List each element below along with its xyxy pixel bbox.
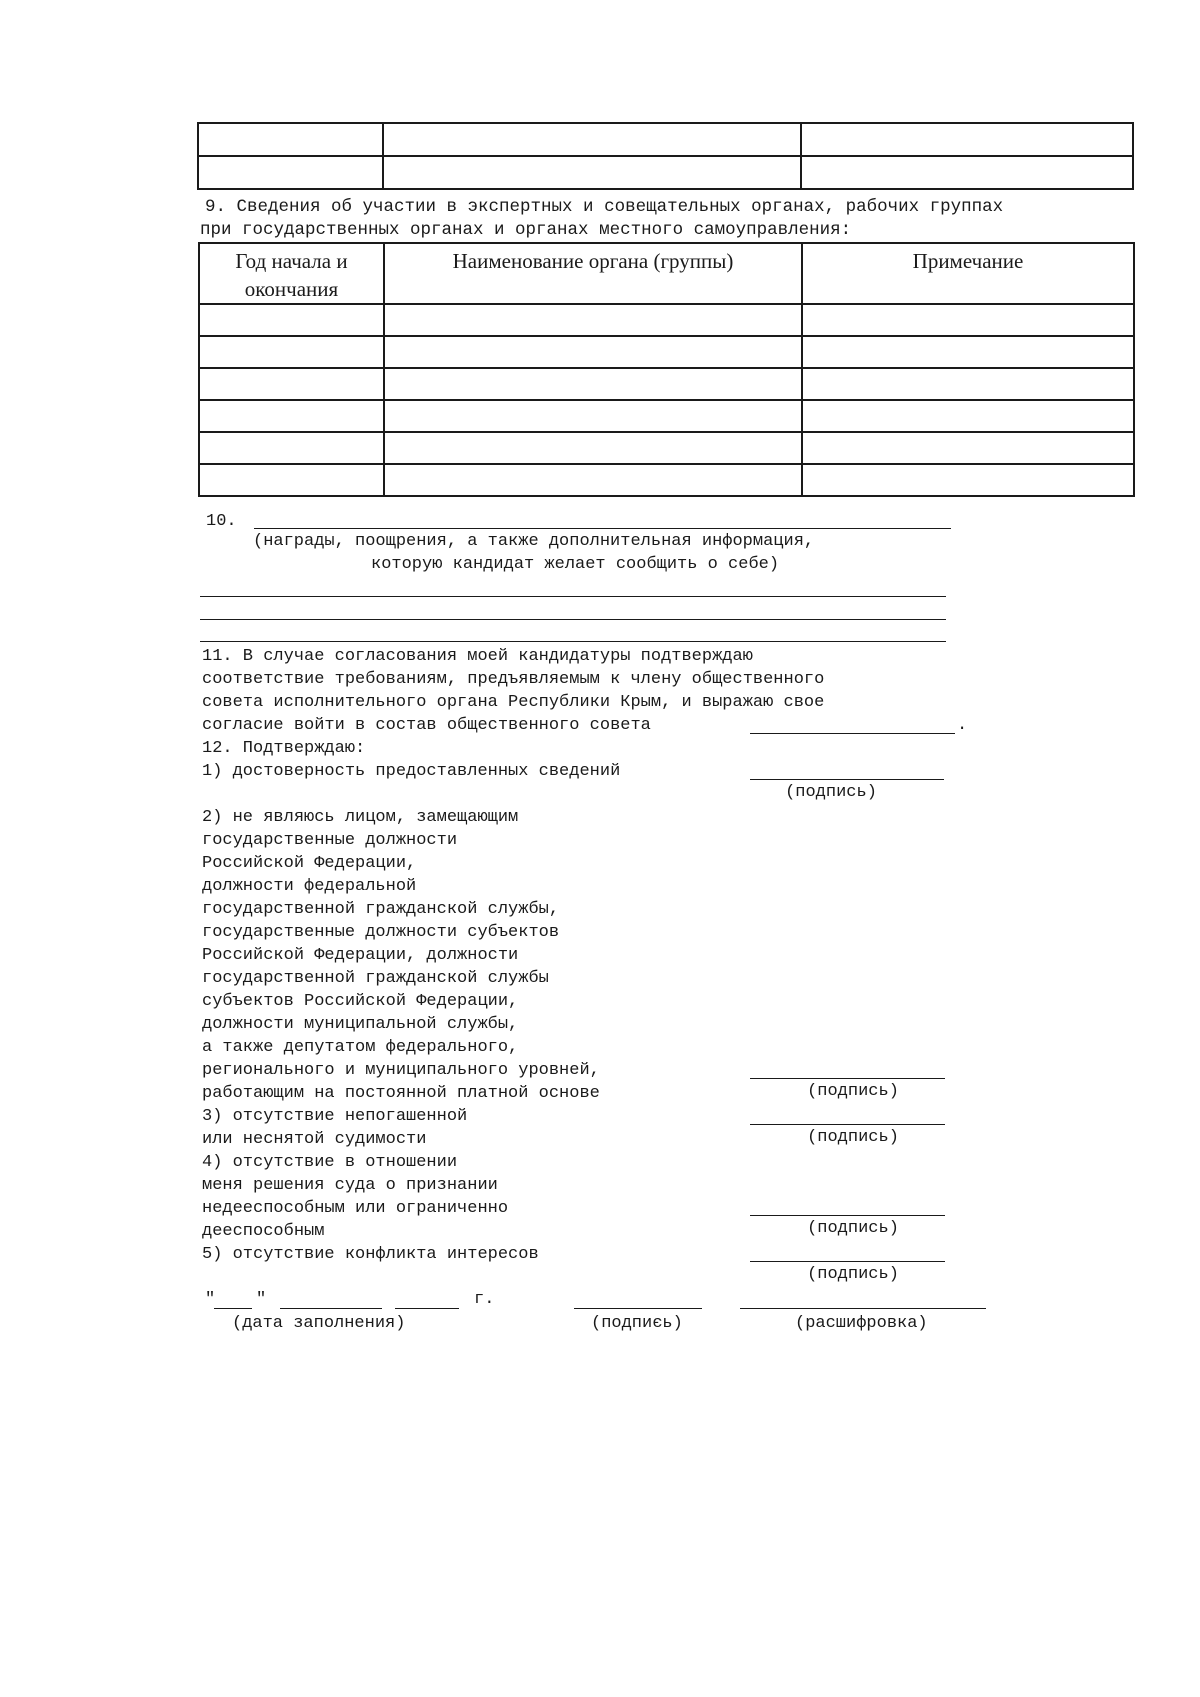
section12-item2-line: работающим на постоянной платной основе	[202, 1084, 600, 1103]
section12-item2-line: а также депутатом федерального,	[202, 1038, 519, 1057]
date-caption: (дата заполнения)	[232, 1314, 406, 1333]
section12-item2-line: государственные должности субъектов	[202, 923, 560, 942]
date-year-line[interactable]	[395, 1308, 459, 1309]
item1-signature-line[interactable]	[750, 779, 944, 780]
item1-signature-label: (подпись)	[785, 783, 877, 802]
item2-signature-line[interactable]	[750, 1078, 945, 1079]
section12-item3-line: 3) отсутствие непогашенной	[202, 1107, 468, 1126]
table-row	[198, 156, 1133, 189]
section12-item2-line: государственной гражданской службы,	[202, 900, 560, 919]
column-header-note: Примечание	[802, 243, 1134, 304]
item4-signature-label: (подпись)	[807, 1219, 899, 1238]
item5-signature-label: (подпись)	[807, 1265, 899, 1284]
footer-decoding-caption: (расшифровка)	[795, 1314, 928, 1333]
section10-caption-line1: (награды, поощрения, а также дополнительная информация,	[253, 532, 815, 551]
date-year-suffix: г.	[474, 1290, 495, 1309]
section12-item2-line: субъектов Российской Федерации,	[202, 992, 519, 1011]
column-header-body-name: Наименование органа (группы)	[384, 243, 802, 304]
table-row	[199, 464, 1134, 496]
section11-consent-signature-line[interactable]	[750, 733, 955, 734]
footer-signature-line[interactable]	[574, 1308, 702, 1309]
previous-section-table	[197, 122, 1134, 190]
column-header-years: Год начала и окончания	[199, 243, 384, 304]
section12-item2-line: 2) не являюсь лицом, замещающим	[202, 808, 519, 827]
section12-item2-line: должности муниципальной службы,	[202, 1015, 519, 1034]
section12-item1: 1) достоверность предоставленных сведений	[202, 762, 621, 781]
section10-number: 10.	[206, 512, 237, 531]
item3-signature-line[interactable]	[750, 1124, 945, 1125]
item4-signature-line[interactable]	[750, 1215, 945, 1216]
section10-caption-line2: которую кандидат желает сообщить о себе)	[371, 555, 780, 574]
date-month-line[interactable]	[280, 1308, 382, 1309]
item5-signature-line[interactable]	[750, 1261, 945, 1262]
section12-item5: 5) отсутствие конфликта интересов	[202, 1245, 539, 1264]
table-row	[199, 368, 1134, 400]
table-row	[199, 432, 1134, 464]
section12-item4-line: дееспособным	[202, 1222, 325, 1241]
section11-line2: соответствие требованиям, предъявляемым к члену общественного	[202, 670, 825, 689]
section11-line3: совета исполнительного органа Республики Крым, и выражаю свое	[202, 693, 825, 712]
section12-heading: 12. Подтверждаю:	[202, 739, 366, 758]
date-day-line[interactable]	[214, 1308, 252, 1309]
table-row	[199, 304, 1134, 336]
section12-item4-line: меня решения суда о признании	[202, 1176, 498, 1195]
section9-heading-line2: при государственных органах и органах местного самоуправления:	[200, 220, 852, 240]
footer-signature-caption: (подпиєь)	[591, 1314, 683, 1333]
item2-signature-label: (подпись)	[807, 1082, 899, 1101]
section12-item4-line: недееспособным или ограниченно	[202, 1199, 509, 1218]
section12-item2-line: государственные должности	[202, 831, 458, 850]
section10-fill-line	[254, 528, 951, 529]
section12-item3-line: или неснятой судимости	[202, 1130, 427, 1149]
table-row	[199, 400, 1134, 432]
section10-extra-line-1	[200, 596, 946, 597]
section12-item2-line: должности федеральной	[202, 877, 417, 896]
footer-decoding-line[interactable]	[740, 1308, 986, 1309]
section12-item2-line: Российской Федерации,	[202, 854, 417, 873]
section11-line1: 11. В случае согласования моей кандидатуры подтверждаю	[202, 647, 753, 666]
table-header-row	[199, 243, 1134, 304]
section9-heading-line1: 9. Сведения об участии в экспертных и совещательных органах, рабочих группах	[205, 197, 1004, 217]
table-row	[198, 123, 1133, 156]
section10-extra-line-2	[200, 619, 946, 620]
section11-line4: согласие войти в состав общественного совета	[202, 716, 651, 735]
date-quote-close: "	[256, 1290, 267, 1309]
section12-item4-line: 4) отсутствие в отношении	[202, 1153, 458, 1172]
item3-signature-label: (подпись)	[807, 1128, 899, 1147]
section12-item2-line: государственной гражданской службы	[202, 969, 549, 988]
section12-item2-line: Российской Федерации, должности	[202, 946, 519, 965]
section10-extra-line-3	[200, 641, 946, 642]
section11-end-dot: .	[957, 716, 968, 735]
section12-item2-line: регионального и муниципального уровней,	[202, 1061, 600, 1080]
table-row	[199, 336, 1134, 368]
section9-table	[198, 242, 1135, 497]
date-quote-open: "	[205, 1290, 216, 1309]
